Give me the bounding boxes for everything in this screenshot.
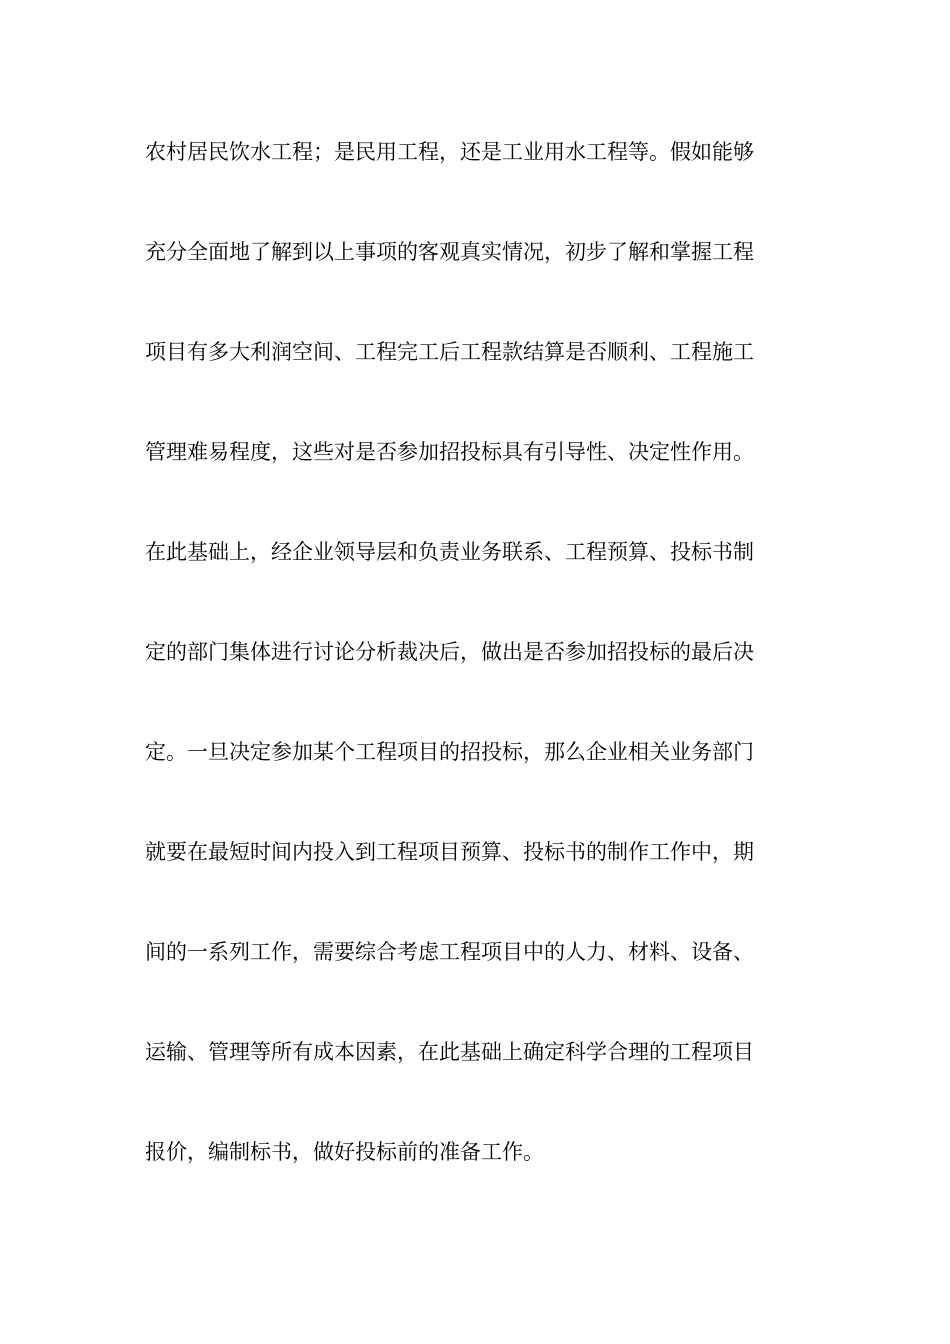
text-line: 管理难易程度，这些对是否参加招投标具有引导性、决定性作用。: [145, 440, 754, 464]
text-line: 间的一系列工作，需要综合考虑工程项目中的人力、材料、设备、: [145, 940, 754, 964]
text-line: 定。一旦决定参加某个工程项目的招投标，那么企业相关业务部门: [145, 740, 754, 764]
text-line: 就要在最短时间内投入到工程项目预算、投标书的制作工作中，期: [145, 840, 754, 864]
text-line: 定的部门集体进行讨论分析裁决后，做出是否参加招投标的最后决: [145, 640, 754, 664]
text-line: 运输、管理等所有成本因素，在此基础上确定科学合理的工程项目: [145, 1040, 754, 1064]
text-line: 充分全面地了解到以上事项的客观真实情况，初步了解和掌握工程: [145, 240, 754, 264]
text-line: 在此基础上，经企业领导层和负责业务联系、工程预算、投标书制: [145, 540, 754, 564]
body-paragraph: [145, 130, 825, 1230]
text-line: 项目有多大利润空间、工程完工后工程款结算是否顺利、工程施工: [145, 340, 754, 364]
text-line: 农村居民饮水工程；是民用工程，还是工业用水工程等。假如能够: [145, 140, 754, 164]
text-line: 报价，编制标书，做好投标前的准备工作。: [145, 1140, 544, 1164]
